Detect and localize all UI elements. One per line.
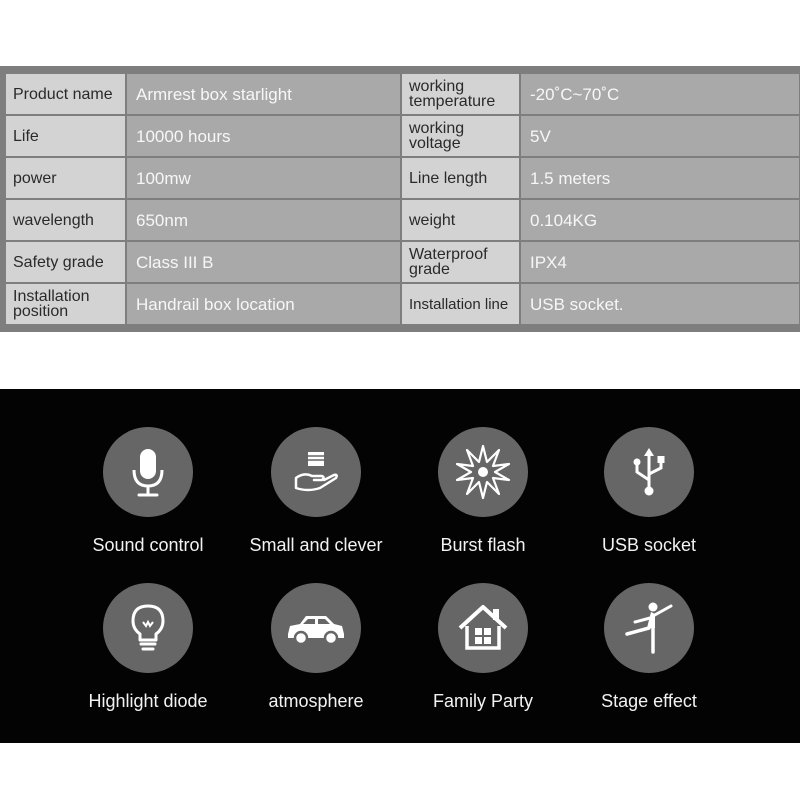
feature-sound-control bbox=[58, 427, 238, 556]
feature-label: Burst flash bbox=[440, 535, 526, 555]
spec-value-working-temperature: -20˚C~70˚C bbox=[521, 74, 799, 114]
feature-highlight-diode bbox=[58, 583, 238, 712]
spec-label-working-temperature: working temperature bbox=[402, 74, 519, 114]
feature-atmosphere bbox=[226, 583, 406, 712]
dancer-icon bbox=[604, 583, 694, 673]
feature-label: Family Party bbox=[432, 691, 533, 711]
spec-value-product-name: Armrest box starlight bbox=[127, 74, 400, 114]
feature-label: Small and clever bbox=[249, 535, 383, 555]
spec-value-working-voltage: 5V bbox=[521, 116, 799, 156]
spec-label-waterproof-grade: Waterproof grade bbox=[402, 242, 519, 282]
spec-label-line-length: Line length bbox=[402, 158, 519, 198]
feature-stage-effect bbox=[559, 583, 739, 712]
spec-value-installation-line: USB socket. bbox=[521, 284, 799, 324]
spec-label-life: Life bbox=[6, 116, 125, 156]
spec-value-line-length: 1.5 meters bbox=[521, 158, 799, 198]
usb-icon bbox=[604, 427, 694, 517]
burst-star-icon bbox=[438, 427, 528, 517]
spec-label-installation-position: Installation position bbox=[6, 284, 125, 324]
spec-value-installation-position: Handrail box location bbox=[127, 284, 400, 324]
feature-family-party bbox=[393, 583, 573, 712]
lightbulb-icon bbox=[103, 583, 193, 673]
spec-value-weight: 0.104KG bbox=[521, 200, 799, 240]
feature-label: Highlight diode bbox=[88, 691, 208, 711]
feature-label: Stage effect bbox=[601, 691, 697, 711]
spec-value-wavelength: 650nm bbox=[127, 200, 400, 240]
spec-label-wavelength: wavelength bbox=[6, 200, 125, 240]
spec-value-power: 100mw bbox=[127, 158, 400, 198]
spec-value-life: 10000 hours bbox=[127, 116, 400, 156]
feature-label: atmosphere bbox=[268, 691, 364, 711]
spec-value-safety-grade: Class III B bbox=[127, 242, 400, 282]
feature-label: USB socket bbox=[601, 535, 697, 555]
house-icon bbox=[438, 583, 528, 673]
spec-panel bbox=[0, 66, 800, 332]
spec-label-installation-line: Installation line bbox=[402, 284, 519, 324]
car-icon bbox=[271, 583, 361, 673]
hand-holding-box-icon bbox=[271, 427, 361, 517]
feature-burst-flash bbox=[393, 427, 573, 556]
feature-label: Sound control bbox=[92, 535, 204, 555]
spec-label-product-name: Product name bbox=[6, 74, 125, 114]
spec-value-waterproof-grade: IPX4 bbox=[521, 242, 799, 282]
spec-label-working-voltage: working voltage bbox=[402, 116, 519, 156]
spec-label-weight: weight bbox=[402, 200, 519, 240]
microphone-icon bbox=[103, 427, 193, 517]
spec-table bbox=[6, 74, 799, 324]
feature-usb-socket bbox=[559, 427, 739, 556]
feature-small-and-clever bbox=[226, 427, 406, 556]
feature-panel bbox=[0, 389, 800, 743]
spec-label-power: power bbox=[6, 158, 125, 198]
spec-label-safety-grade: Safety grade bbox=[6, 242, 125, 282]
